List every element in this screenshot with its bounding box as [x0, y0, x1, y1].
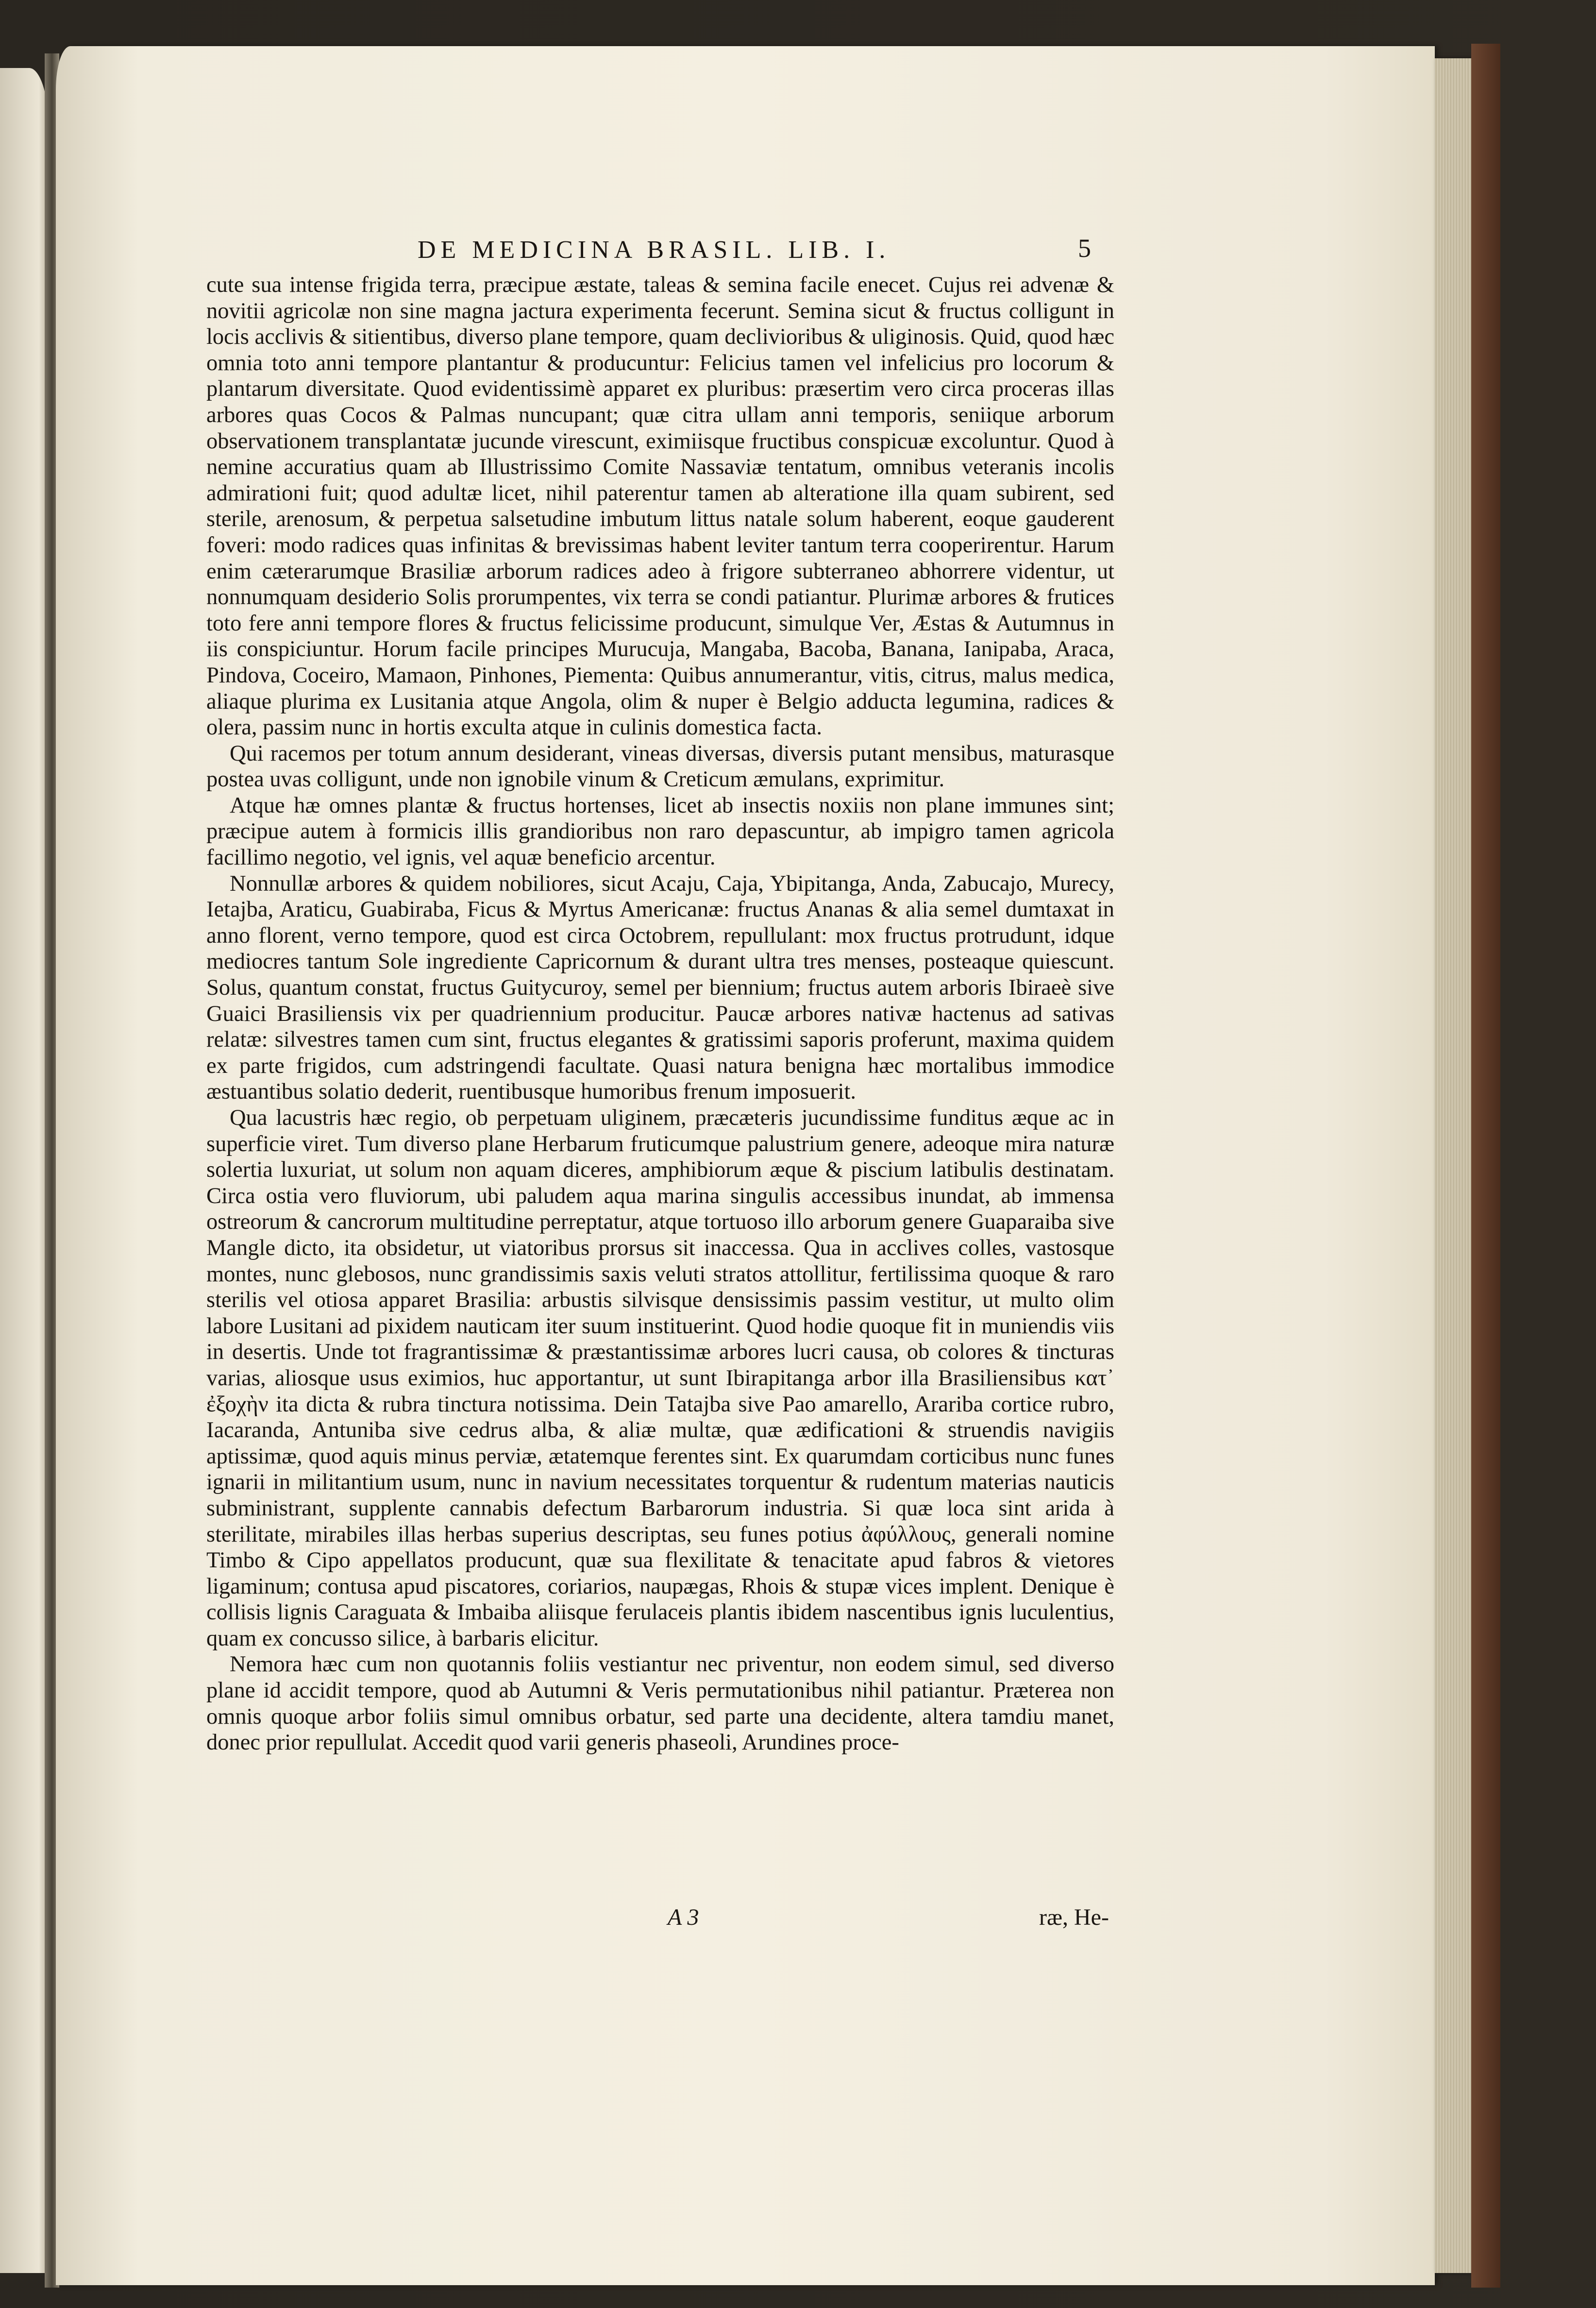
signature-mark: A 3 [668, 1904, 699, 1930]
paragraph: Nemora hæc cum non quotannis foliis vestiantur nec priventur, non eodem simul, sed diverso plane id accidit tempore, quod ab Autumni & Veris permutationibus nihil patiantur. Præterea non omnis quoque arbor foliis simul omnibus orbatur, sed parte una decidente, altera tamdiu manet, donec prior repullulat. Accedit quod varii generis phaseoli, Arundines proce- [206, 1652, 1114, 1755]
paragraph: Nonnullæ arbores & quidem nobiliores, sicut Acaju, Caja, Ybipitanga, Anda, Zabucajo, Murecy, Ietajba, Araticu, Guabiraba, Ficus & Myrtus Americanæ: fructus Ananas & alia semel dumtaxat in anno florent, verno tempore, quod est circa Octobrem, repullulant: mox fructus protrudunt, idque mediocres tantum Sole ingrediente Capricornum & durant ultra tres menses, posteaque quiescunt. Solus, quantum constat, fructus Guitycuroy, semel per biennium; fructus autem arboris Ibiraeè sive Guaici Brasiliensis vix per quadriennium producitur. Paucæ arbores nativæ hactenus ad sativas relatæ: silvestres tamen cum sint, fructus elegantes & gratissimi saporis proferunt, maxima quidem ex parte frigidos, cum adstringendi facultate. Quasi natura benigna hæc mortalibus immodice æstuantibus solatio dederit, ruentibusque humoribus frenum imposuerit. [206, 871, 1114, 1104]
paragraph: Qua lacustris hæc regio, ob perpetuam uliginem, præcæteris jucundissime funditus æque ac in superficie viret. Tum diverso plane Herbarum fruticumque palustrium genere, adeoque mira naturæ solertia luxuriat, ut solum non aquam diceres, amphibiorum æque & piscium latibulis destinatam. Circa ostia vero fluviorum, ubi paludem aqua marina singulis accessibus inundat, ab immensa ostreorum & cancrorum multitudine perreptatur, atque tortuoso illo arborum genere Guaparaiba sive Mangle dicto, ita obsidetur, ut viatoribus prorsus sit inaccessa. Qua in acclives colles, vastosque montes, nunc glebosos, nunc grandissimis saxis veluti stratos attollitur, fertilissima quoque & raro sterilis vel otiosa apparet Brasilia: arbustis silvisque densissimis passim vestitur, ut multo olim labore Lusitani ad pixidem nauticam iter suum instituerint. Quod hodie quoque fit in muniendis viis in desertis. Unde tot fragrantissimæ & præstantissimæ arbores lucri causa, ob colores & tincturas varias, aliosque usus eximios, huc apportantur, ut sunt Ibirapitanga arbor illa Brasiliensibus κατ᾽ ἐξοχὴν ita dicta & rubra tinctura notissima. Dein Tatajba sive Pao amarello, Arariba cortice rubro, Iacaranda, Antuniba sive cedrus alba, & aliæ multæ, quæ ædificationi & struendis navigiis aptissimæ, quod aquis minus perviæ, ætatemque ferentes sint. Ex quarumdam corticibus nunc funes ignarii in militantium usum, nunc in navium necessitates torquentur & rudentum materias nauticis subministrant, supplente cannabis defectum Barbarorum industria. Si quæ loca sint arida à sterilitate, mirabiles illas herbas superius descriptas, seu funes potius ἀφύλλους, generali nomine Timbo & Cipo appellatos producunt, quæ sua flexilitate & tenacitate apud fabros & vietores ligaminum; contusa apud piscatores, coriarios, naupægas, Rhois & stupæ vices implent. Denique è collisis lignis Caraguata & Imbaiba aliisque ferulaceis plantis ibidem nascentibus ignis luculentius, quam ex concusso silice, à barbaris elicitur. [206, 1105, 1114, 1651]
body-text [206, 272, 1114, 1756]
book-cover-edge [1471, 44, 1500, 2288]
page-number: 5 [1078, 234, 1091, 263]
left-page-edge [0, 68, 49, 2273]
running-title: DE MEDICINA BRASIL. LIB. I. [418, 236, 890, 264]
page-block-edge [1435, 58, 1471, 2273]
catchword: ræ, He- [1039, 1904, 1109, 1930]
paragraph: Qui racemos per totum annum desiderant, vineas diversas, diversis putant mensibus, maturasque postea uvas colligunt, unde non ignobile vinum & Creticum æmulans, exprimitur. [206, 741, 1114, 792]
paragraph: Atque hæ omnes plantæ & fructus hortenses, licet ab insectis noxiis non plane immunes sint; præcipue autem à formicis illis grandioribus non raro depascuntur, ab impigro tamen agricola facillimo negotio, vel ignis, vel aquæ beneficio arcentur. [206, 793, 1114, 870]
paragraph: cute sua intense frigida terra, præcipue æstate, taleas & semina facile enecet. Cujus rei advenæ & novitii agricolæ non sine magna jactura experimenta fecerunt. Semina sicut & fructus colligunt in locis acclivis & sitientibus, diverso plane tempore, quam declivioribus & uliginosis. Quid, quod hæc omnia toto anni tempore plantantur & producuntur: Felicius tamen vel infelicius pro locorum & plantarum diversitate. Quod evidentissimè apparet ex pluribus: præsertim vero circa proceras illas arbores quas Cocos & Palmas nuncupant; quæ citra ullam anni temporis, seniique arborum observationem transplantatæ jucunde virescunt, eximiisque fructibus conspicuæ excoluntur. Quod à nemine accuratius quam ab Illustrissimo Comite Nassaviæ tentatum, omnibus veteranis incolis admirationi fuit; quod adultæ licet, nihil paterentur tamen ab alteratione illa quam subirent, sed sterile, arenosum, & perpetua salsetudine imbutum littus natale solum haberent, eoque gauderent foveri: modo radices quas infinitas & brevissimas habent leviter tantum terra cooperirentur. Harum enim cæterarumque Brasiliæ arborum radices adeo à frigore subterraneo abhorrere videntur, ut nonnumquam desiderio Solis prorumpentes, vix terra se condi patiantur. Plurimæ arbores & frutices toto fere anni tempore flores & fructus felicissime producunt, simulque Ver, Æstas & Autumnus in iis conspiciuntur. Horum facile principes Murucuja, Mangaba, Bacoba, Banana, Ianipaba, Araca, Pindova, Coceiro, Mamaon, Pinhones, Piementa: Quibus annumerantur, vitis, citrus, malus medica, aliaque plurima ex Lusitania atque Angola, olim & nuper è Belgio adducta legumina, radices & olera, passim nunc in hortis exculta atque in culinis domestica facta. [206, 272, 1114, 740]
